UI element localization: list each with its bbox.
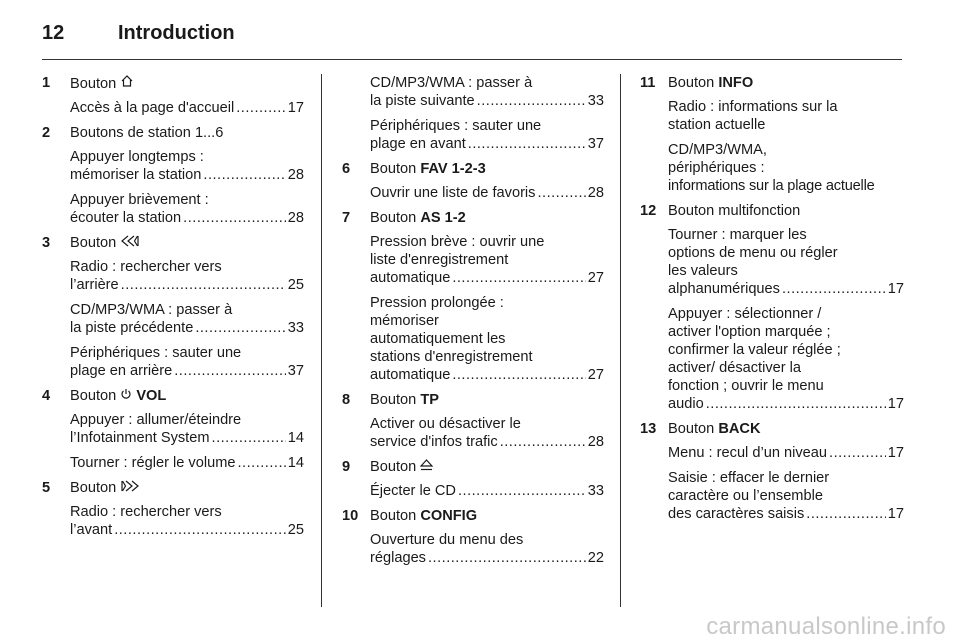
entry-7 <box>342 209 604 384</box>
entry-detail <box>342 74 604 110</box>
entry-detail <box>640 444 904 462</box>
detail-text: l’arrière <box>70 277 119 293</box>
detail-text: confirmer la valeur réglée ; <box>668 342 841 358</box>
page-ref: 33 <box>287 320 304 336</box>
entry-6 <box>342 160 604 202</box>
page-ref: 33 <box>587 483 604 499</box>
leader-dots <box>212 429 286 447</box>
entry-detail <box>42 411 304 447</box>
entry-detail <box>640 98 904 134</box>
entry-number: 8 <box>342 392 351 408</box>
button-name: TP <box>420 392 439 408</box>
detail-text: Pression prolongée : <box>370 295 504 311</box>
button-name: AS 1-2 <box>420 210 466 226</box>
detail-text: mémoriser <box>370 313 439 329</box>
entry-label: Bouton <box>668 421 715 437</box>
detail-text: les valeurs <box>668 263 738 279</box>
rewind-icon <box>120 234 140 252</box>
page-ref: 33 <box>587 93 604 109</box>
detail-text: mémoriser la station <box>70 167 202 183</box>
entry-number: 11 <box>640 75 656 91</box>
button-name: VOL <box>136 388 167 404</box>
detail-text: activer l'option marquée ; <box>668 324 831 340</box>
page-ref: 28 <box>287 210 304 226</box>
entry-detail <box>640 305 904 413</box>
page-ref: 25 <box>287 277 304 293</box>
detail-text: liste d'enregistrement <box>370 252 509 268</box>
entry-detail <box>342 531 604 567</box>
detail-text: activer/ désactiver la <box>668 360 802 376</box>
entry-number: 9 <box>342 459 351 475</box>
detail-text: options de menu ou régler <box>668 245 838 261</box>
entry-label: Bouton <box>370 161 417 177</box>
page-ref: 17 <box>887 396 904 412</box>
leader-dots <box>477 92 586 110</box>
page-ref: 25 <box>287 522 304 538</box>
detail-text: Appuyer : sélectionner / <box>668 306 822 322</box>
detail-text: caractère ou l’ensemble <box>668 488 823 504</box>
page-ref: 14 <box>287 455 304 471</box>
detail-text: Appuyer : allumer/éteindre <box>70 412 242 428</box>
leader-dots <box>174 362 286 380</box>
leader-dots <box>195 319 285 337</box>
entry-5 <box>42 479 304 539</box>
entry-label: Bouton multifonction <box>668 203 801 219</box>
detail-text: plage en avant <box>370 136 466 152</box>
entry-detail <box>640 469 904 523</box>
detail-text: écouter la station <box>70 210 182 226</box>
button-name: FAV 1-2-3 <box>420 161 486 177</box>
detail-text: réglages <box>370 550 426 566</box>
detail-text: fonction ; ouvrir le menu <box>668 378 824 394</box>
leader-dots <box>121 276 286 294</box>
entry-number: 1 <box>42 75 51 91</box>
detail-text: Menu : recul d’un niveau <box>668 445 828 461</box>
detail-text: Saisie : effacer le dernier <box>668 470 830 486</box>
column-2 <box>342 74 604 574</box>
leader-dots <box>782 280 886 298</box>
page-number: 12 <box>42 22 65 44</box>
leader-dots <box>452 366 585 384</box>
detail-text: automatique <box>370 270 451 286</box>
entry-label: Bouton <box>668 75 715 91</box>
detail-text: l’Infotainment System <box>70 430 210 446</box>
leader-dots <box>806 505 886 523</box>
button-name: CONFIG <box>420 508 478 524</box>
entry-label: Bouton <box>70 235 117 251</box>
entry-label: Bouton <box>370 508 417 524</box>
detail-text: stations d'enregistrement <box>370 349 533 365</box>
entry-label: Bouton <box>70 76 117 92</box>
entry-number: 7 <box>342 210 351 226</box>
entry-label: Boutons de station 1...6 <box>70 125 224 141</box>
entry-detail <box>342 415 604 451</box>
detail-text: Périphériques : sauter une <box>70 345 242 361</box>
leader-dots <box>706 395 886 413</box>
detail-text: Éjecter le CD <box>370 483 456 499</box>
detail-text: Tourner : marquer les <box>668 227 807 243</box>
entry-detail <box>342 233 604 287</box>
entry-11 <box>640 74 904 195</box>
button-name: INFO <box>718 75 754 91</box>
entry-label: Bouton <box>70 480 117 496</box>
detail-text: Radio : informations sur la <box>668 99 838 115</box>
detail-text: Ouverture du menu des <box>370 532 524 548</box>
entry-label: Bouton <box>370 210 417 226</box>
detail-text: service d'infos trafic <box>370 434 498 450</box>
entry-label: Bouton <box>370 392 417 408</box>
entry-number: 10 <box>342 508 359 524</box>
entry-number: 13 <box>640 421 657 437</box>
entry-8 <box>342 391 604 451</box>
header-divider <box>42 59 902 60</box>
detail-text: automatique <box>370 367 451 383</box>
entry-number: 5 <box>42 480 51 496</box>
page-ref: 17 <box>887 281 904 297</box>
entry-detail <box>42 258 304 294</box>
detail-text: station actuelle <box>668 117 766 133</box>
leader-dots <box>203 166 285 184</box>
detail-text: Périphériques : sauter une <box>370 118 542 134</box>
detail-text: périphériques : <box>668 160 765 176</box>
column-divider-1 <box>321 74 322 607</box>
leader-dots <box>537 184 585 202</box>
page-ref: 27 <box>587 270 604 286</box>
page-header <box>42 19 902 49</box>
leader-dots <box>183 209 286 227</box>
entry-2 <box>42 124 304 227</box>
page-ref: 17 <box>287 100 304 116</box>
leader-dots <box>236 99 286 117</box>
leader-dots <box>114 521 286 539</box>
entry-number: 3 <box>42 235 51 251</box>
entry-detail <box>42 148 304 184</box>
detail-text: Accès à la page d'accueil <box>70 100 235 116</box>
detail-text: Radio : rechercher vers <box>70 259 222 275</box>
page-ref: 22 <box>587 550 604 566</box>
detail-text: Activer ou désactiver le <box>370 416 521 432</box>
entry-detail <box>342 117 604 153</box>
page-ref: 17 <box>887 506 904 522</box>
detail-text: plage en arrière <box>70 363 173 379</box>
entry-label: Bouton <box>370 459 417 475</box>
entry-13 <box>640 420 904 523</box>
leader-dots <box>500 433 586 451</box>
column-3 <box>640 74 904 530</box>
detail-text: la piste précédente <box>70 320 194 336</box>
entry-number: 12 <box>640 203 657 219</box>
entry-number: 4 <box>42 388 51 404</box>
detail-text: Appuyer longtemps : <box>70 149 204 165</box>
entry-3 <box>42 234 304 380</box>
watermark: carmanualsonline.info <box>706 613 946 640</box>
entry-detail <box>42 344 304 380</box>
detail-text: CD/MP3/WMA : passer à <box>70 302 233 318</box>
detail-text: automatiquement les <box>370 331 506 347</box>
entry-detail <box>42 99 304 117</box>
entry-10 <box>342 507 604 567</box>
entry-detail <box>342 184 604 202</box>
entry-detail <box>42 191 304 227</box>
page-ref: 27 <box>587 367 604 383</box>
fast-forward-icon <box>120 479 140 497</box>
entry-detail <box>342 482 604 500</box>
home-icon <box>120 74 134 93</box>
detail-text: l’avant <box>70 522 113 538</box>
page-ref: 17 <box>887 445 904 461</box>
detail-text: informations sur la plage actuelle <box>668 178 875 194</box>
detail-text: Ouvrir une liste de favoris <box>370 185 536 201</box>
entry-detail <box>342 294 604 384</box>
leader-dots <box>428 549 586 567</box>
column-divider-2 <box>620 74 621 607</box>
detail-text: CD/MP3/WMA, <box>668 142 767 158</box>
page-ref: 28 <box>587 434 604 450</box>
entry-detail <box>42 503 304 539</box>
eject-icon <box>420 458 433 476</box>
leader-dots <box>452 269 585 287</box>
leader-dots <box>458 482 586 500</box>
entry-detail <box>42 301 304 337</box>
leader-dots <box>237 454 285 472</box>
column-1 <box>42 74 304 546</box>
page-ref: 28 <box>287 167 304 183</box>
entry-number: 2 <box>42 125 51 141</box>
entry-12 <box>640 202 904 413</box>
detail-text: la piste suivante <box>370 93 475 109</box>
detail-text: Appuyer brièvement : <box>70 192 209 208</box>
entry-detail <box>640 226 904 298</box>
detail-text: audio <box>668 396 704 412</box>
leader-dots <box>829 444 886 462</box>
page-ref: 37 <box>587 136 604 152</box>
page-ref: 14 <box>287 430 304 446</box>
detail-text: Radio : rechercher vers <box>70 504 222 520</box>
entry-detail <box>42 454 304 472</box>
leader-dots <box>468 135 586 153</box>
detail-text: Pression brève : ouvrir une <box>370 234 545 250</box>
entry-number: 6 <box>342 161 351 177</box>
entry-label: Bouton <box>70 388 117 404</box>
detail-text: des caractères saisis <box>668 506 805 522</box>
detail-text: alphanumériques <box>668 281 780 297</box>
chapter-title: Introduction <box>118 22 235 44</box>
entry-1 <box>42 74 304 117</box>
page-ref: 28 <box>587 185 604 201</box>
entry-detail <box>640 141 904 195</box>
power-icon <box>120 387 132 405</box>
entry-4 <box>42 387 304 472</box>
detail-text: Tourner : régler le volume <box>70 455 236 471</box>
page-ref: 37 <box>287 363 304 379</box>
entry-9 <box>342 458 604 500</box>
detail-text: CD/MP3/WMA : passer à <box>370 75 533 91</box>
button-name: BACK <box>718 421 761 437</box>
